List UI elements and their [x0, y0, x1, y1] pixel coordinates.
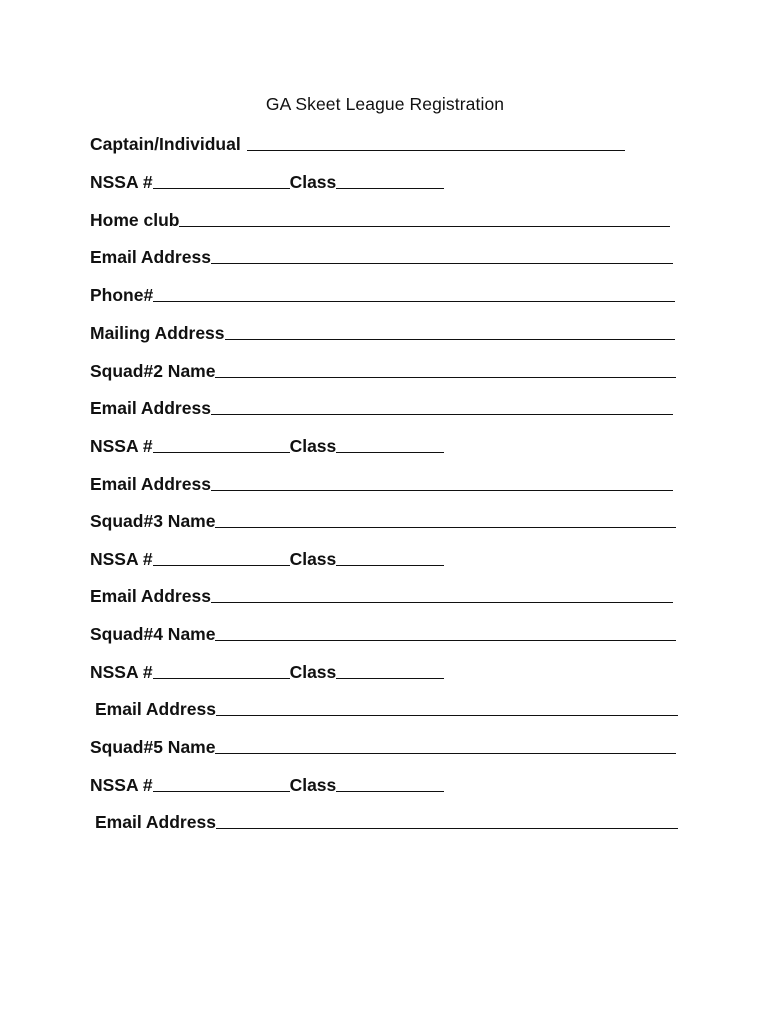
class-label: Class [289, 549, 337, 569]
class-blank[interactable] [336, 188, 444, 189]
email-address-blank[interactable] [216, 715, 678, 716]
class-label: Class [289, 436, 337, 456]
email-address-label: Email Address [95, 699, 216, 719]
captain-email-row [90, 243, 673, 267]
nssa-label: NSSA # [90, 549, 153, 569]
squad5-nssa-class-row [90, 771, 444, 795]
squad2-nssa-class-row [90, 432, 444, 456]
squad5-name-label: Squad#5 Name [90, 737, 216, 757]
squad2-email-row [90, 394, 673, 418]
squad4-name-row [90, 620, 676, 644]
email-address-blank[interactable] [211, 263, 673, 264]
email-address-label: Email Address [95, 812, 216, 832]
squad3-name-blank[interactable] [215, 527, 676, 528]
phone-blank[interactable] [153, 301, 675, 302]
mailing-address-blank[interactable] [225, 339, 675, 340]
captain-individual-label: Captain/Individual [90, 134, 241, 154]
squad4-nssa-class-row [90, 658, 444, 682]
captain-individual-blank[interactable] [247, 150, 625, 151]
squad2-email-row-2 [90, 470, 673, 494]
nssa-label: NSSA # [90, 662, 153, 682]
squad2-name-blank[interactable] [215, 377, 676, 378]
email-address-label: Email Address [90, 474, 211, 494]
captain-individual-row [90, 130, 625, 154]
form-title: GA Skeet League Registration [265, 94, 505, 114]
class-label: Class [289, 775, 337, 795]
squad4-name-blank[interactable] [215, 640, 676, 641]
email-address-blank[interactable] [211, 414, 673, 415]
nssa-number-blank[interactable] [153, 791, 290, 792]
nssa-number-blank[interactable] [153, 565, 290, 566]
mailing-address-label: Mailing Address [90, 323, 225, 343]
squad2-name-row [90, 357, 676, 381]
email-address-label: Email Address [90, 247, 211, 267]
home-club-blank[interactable] [179, 226, 670, 227]
nssa-label: NSSA # [90, 775, 153, 795]
captain-nssa-class-row [90, 168, 444, 192]
class-blank[interactable] [336, 791, 444, 792]
mailing-address-row [90, 319, 675, 343]
nssa-label: NSSA # [90, 172, 153, 192]
squad5-name-row [90, 733, 676, 757]
phone-row [90, 281, 675, 305]
squad5-name-blank[interactable] [215, 753, 676, 754]
nssa-number-blank[interactable] [153, 188, 290, 189]
squad3-nssa-class-row [90, 545, 444, 569]
nssa-number-blank[interactable] [153, 678, 290, 679]
email-address-blank[interactable] [216, 828, 678, 829]
home-club-row [90, 206, 670, 230]
home-club-label: Home club [90, 210, 180, 230]
email-address-blank[interactable] [211, 602, 673, 603]
squad3-name-label: Squad#3 Name [90, 511, 216, 531]
class-blank[interactable] [336, 565, 444, 566]
squad3-email-row [90, 582, 673, 606]
squad4-name-label: Squad#4 Name [90, 624, 216, 644]
class-label: Class [289, 172, 337, 192]
class-blank[interactable] [336, 452, 444, 453]
squad5-email-row [95, 808, 678, 832]
squad4-email-row [95, 695, 678, 719]
squad2-name-label: Squad#2 Name [90, 361, 216, 381]
nssa-label: NSSA # [90, 436, 153, 456]
squad3-name-row [90, 507, 676, 531]
class-blank[interactable] [336, 678, 444, 679]
nssa-number-blank[interactable] [153, 452, 290, 453]
email-address-blank[interactable] [211, 490, 673, 491]
email-address-label: Email Address [90, 398, 211, 418]
email-address-label: Email Address [90, 586, 211, 606]
class-label: Class [289, 662, 337, 682]
phone-label: Phone# [90, 285, 154, 305]
